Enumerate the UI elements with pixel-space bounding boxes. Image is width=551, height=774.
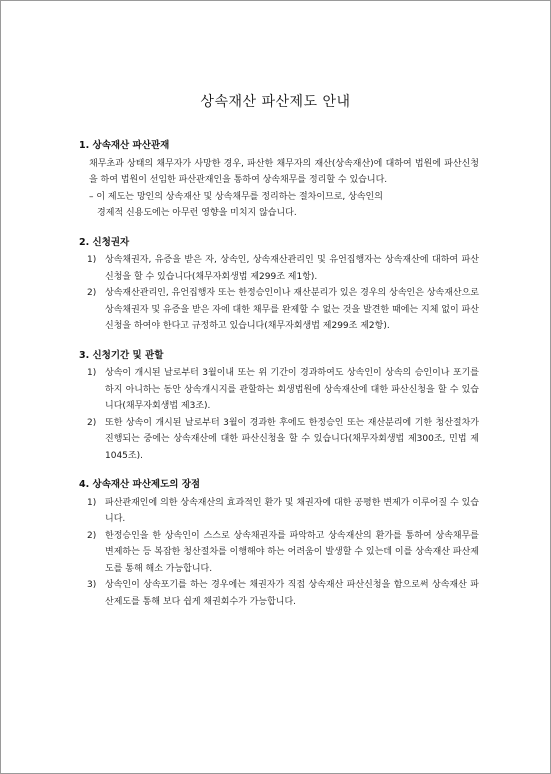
item-text: 상속인이 상속포기를 하는 경우에는 채권자가 직접 상속재산 파산신청을 함으로써 상속재산 파산제도를 통해 보다 쉽게 채권회수가 가능합니다. [105, 580, 479, 607]
section-3 [79, 348, 479, 465]
list-item [79, 495, 479, 528]
item-text: 한정승인을 한 상속인이 스스로 상속채권자를 파악하고 상속재산의 환가를 통하여 상속채무를 변제하는 등 복잡한 청산절차를 이행해야 하는 어려움이 발생할 수 있는데 이를 상속재산 파산제도를 통해 해소 가능합니다. [105, 530, 479, 574]
list-item [79, 415, 479, 465]
list-item [79, 285, 479, 335]
item-text: 상속재산관리인, 유언집행자 또는 한정승인이나 재산분리가 있은 경우의 상속인은 상속재산으로 상속채권자 및 유증을 받은 자에 대한 채무를 완제할 수 없는 것을 발견한 때에는 지체 없이 파산신청을 하여야 한다고 규정하고 있습니다(채무자회생법 제299조 제2항). [105, 288, 479, 331]
page-title: 상속재산 파산제도 안내 [200, 94, 351, 110]
section-heading: 2. 신청권자 [79, 236, 130, 248]
item-text: 파산관재인에 의한 상속재산의 효과적인 환가 및 채권자에 대한 공평한 변제가 이루어질 수 있습니다. [105, 497, 479, 524]
item-number: 1) [87, 255, 97, 265]
list-item [79, 365, 479, 415]
section-4 [79, 477, 479, 610]
item-number: 1) [87, 368, 97, 378]
note-line: 경제적 신용도에는 아무런 영향을 미치지 않습니다. [97, 208, 297, 218]
section-paragraph: 채무초과 상태의 채무자가 사망한 경우, 파산한 채무자의 재산(상속재산)에 대하여 법원에 파산신청을 하여 법원이 선임한 파산관재인을 통하여 상속채무를 정리할 수 있습니다. [89, 158, 479, 185]
item-number: 1) [87, 497, 97, 508]
item-number: 2) [87, 288, 97, 298]
item-text: 상속이 개시된 날로부터 3월이내 또는 위 기간이 경과하여도 상속인이 상속의 승인이나 포기를 하지 아니하는 동안 상속개시지를 관할하는 회생법원에 상속재산에 대한 파산신청을 할 수 있습니다(채무자회생법 제3조). [105, 368, 479, 411]
section-heading: 1. 상속재산 파산관재 [79, 140, 170, 151]
item-number: 2) [87, 417, 97, 428]
note-line: – 이 제도는 망인의 상속재산 및 상속채무를 정리하는 절차이므로, 상속인의 [89, 191, 383, 202]
item-number: 3) [87, 580, 97, 590]
section-heading: 4. 상속재산 파산제도의 장점 [79, 479, 201, 490]
section-1 [79, 138, 479, 222]
section-2 [79, 235, 479, 335]
list-item [79, 577, 479, 610]
item-text: 또한 상속이 개시된 날로부터 3월이 경과한 후에도 한정승인 또는 재산분리에 기한 청산절차가 진행되는 중에는 상속재산에 대한 파산신청을 할 수 있습니다(채무자회생법 제300조, 민법 제1045조). [105, 417, 479, 461]
item-number: 2) [87, 530, 97, 541]
section-heading: 3. 신청기간 및 관할 [79, 349, 164, 361]
item-text: 상속채권자, 유증을 받은 자, 상속인, 상속재산관리인 및 유언집행자는 상속재산에 대하여 파산신청을 할 수 있습니다(채무자회생법 제299조 제1항). [105, 255, 479, 282]
list-item [79, 252, 479, 285]
list-item [79, 528, 479, 578]
document-body [79, 138, 479, 623]
